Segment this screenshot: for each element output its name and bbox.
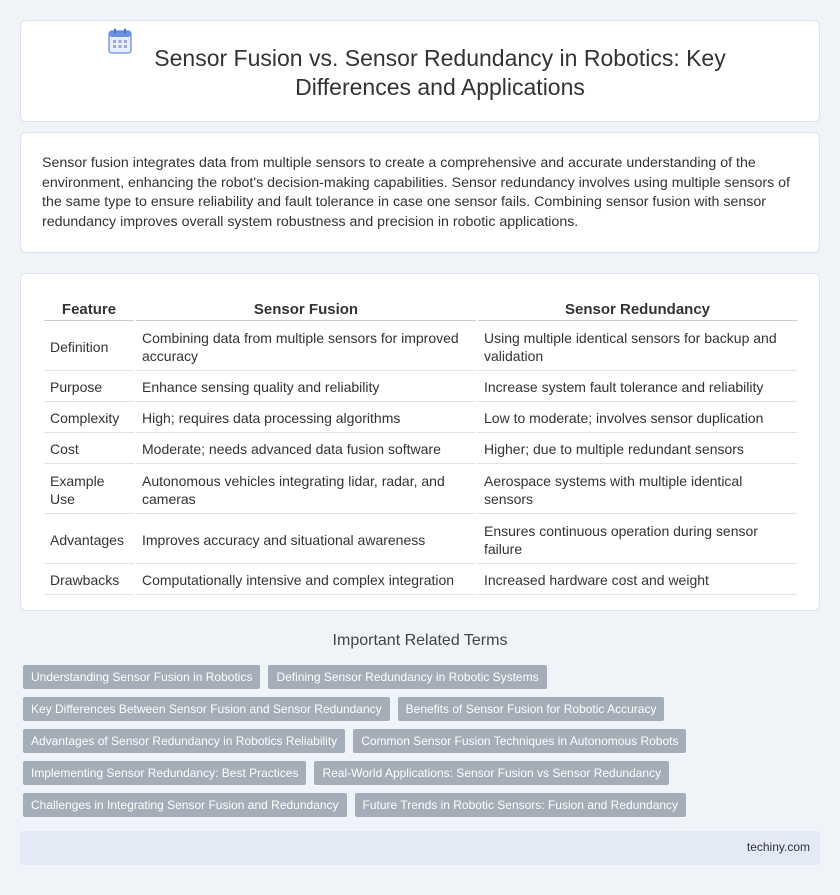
comparison-table: [42, 295, 799, 597]
title-card: [20, 20, 820, 122]
fusion-cell: Autonomous vehicles integrating lidar, radar, and cameras: [136, 466, 476, 514]
related-term-tag[interactable]: Understanding Sensor Fusion in Robotics: [23, 665, 260, 689]
table-row: [44, 373, 797, 402]
feature-cell: Drawbacks: [44, 566, 134, 595]
related-term-tag[interactable]: Challenges in Integrating Sensor Fusion and Redundancy: [23, 793, 347, 817]
related-term-tag[interactable]: Common Sensor Fusion Techniques in Autonomous Robots: [353, 729, 686, 753]
related-term-tag[interactable]: Key Differences Between Sensor Fusion and Sensor Redundancy: [23, 697, 390, 721]
related-terms-list: [23, 665, 813, 825]
table-row: [44, 404, 797, 433]
feature-cell: Cost: [44, 435, 134, 464]
table-header-row: [44, 297, 797, 321]
table-row: [44, 466, 797, 514]
related-term-tag[interactable]: Benefits of Sensor Fusion for Robotic Accuracy: [398, 697, 665, 721]
tag-row: [23, 697, 813, 721]
related-term-tag[interactable]: Real-World Applications: Sensor Fusion vs Sensor Redundancy: [314, 761, 669, 785]
redundancy-cell: Using multiple identical sensors for backup and validation: [478, 323, 797, 371]
redundancy-cell: Increase system fault tolerance and reliability: [478, 373, 797, 402]
header-sensor-redundancy: Sensor Redundancy: [478, 297, 797, 321]
table-row: [44, 516, 797, 564]
redundancy-cell: Aerospace systems with multiple identical sensors: [478, 466, 797, 514]
feature-cell: Advantages: [44, 516, 134, 564]
related-term-tag[interactable]: Defining Sensor Redundancy in Robotic Systems: [268, 665, 546, 689]
fusion-cell: Enhance sensing quality and reliability: [136, 373, 476, 402]
related-term-tag[interactable]: Future Trends in Robotic Sensors: Fusion and Redundancy: [355, 793, 687, 817]
tag-row: [23, 665, 813, 689]
table-row: [44, 566, 797, 595]
redundancy-cell: Ensures continuous operation during sensor failure: [478, 516, 797, 564]
comparison-card: [20, 273, 820, 611]
related-term-tag[interactable]: Advantages of Sensor Redundancy in Robotics Reliability: [23, 729, 345, 753]
related-terms-heading: Important Related Terms: [332, 632, 508, 649]
intro-paragraph: Sensor fusion integrates data from multiple sensors to create a comprehensive and accurate understanding of the environment, enhancing the robot's decision-making capabilities. Sensor redundancy involves using multiple sensors of the same type to ensure reliability and fault tolerance in case one sensor fails. Combining sensor fusion with sensor redundancy improves overall system robustness and precision in robotic applications.: [42, 155, 790, 230]
footer-site-link[interactable]: techiny.com: [746, 840, 810, 854]
header-sensor-fusion: Sensor Fusion: [136, 297, 476, 321]
table-row: [44, 435, 797, 464]
tag-row: [23, 761, 813, 785]
feature-cell: Complexity: [44, 404, 134, 433]
tag-row: [23, 793, 813, 817]
related-term-tag[interactable]: Implementing Sensor Redundancy: Best Practices: [23, 761, 306, 785]
table-row: [44, 323, 797, 371]
fusion-cell: Computationally intensive and complex integration: [136, 566, 476, 595]
page-title: Sensor Fusion vs. Sensor Redundancy in Robotics: Key Differences and Applications: [154, 45, 726, 100]
header-feature: Feature: [44, 297, 134, 321]
fusion-cell: Moderate; needs advanced data fusion software: [136, 435, 476, 464]
fusion-cell: High; requires data processing algorithms: [136, 404, 476, 433]
feature-cell: Example Use: [44, 466, 134, 514]
fusion-cell: Improves accuracy and situational awareness: [136, 516, 476, 564]
redundancy-cell: Higher; due to multiple redundant sensors: [478, 435, 797, 464]
redundancy-cell: Increased hardware cost and weight: [478, 566, 797, 595]
footer: [20, 831, 820, 865]
feature-cell: Definition: [44, 323, 134, 371]
redundancy-cell: Low to moderate; involves sensor duplication: [478, 404, 797, 433]
feature-cell: Purpose: [44, 373, 134, 402]
tag-row: [23, 729, 813, 753]
intro-card: [20, 132, 820, 253]
fusion-cell: Combining data from multiple sensors for improved accuracy: [136, 323, 476, 371]
